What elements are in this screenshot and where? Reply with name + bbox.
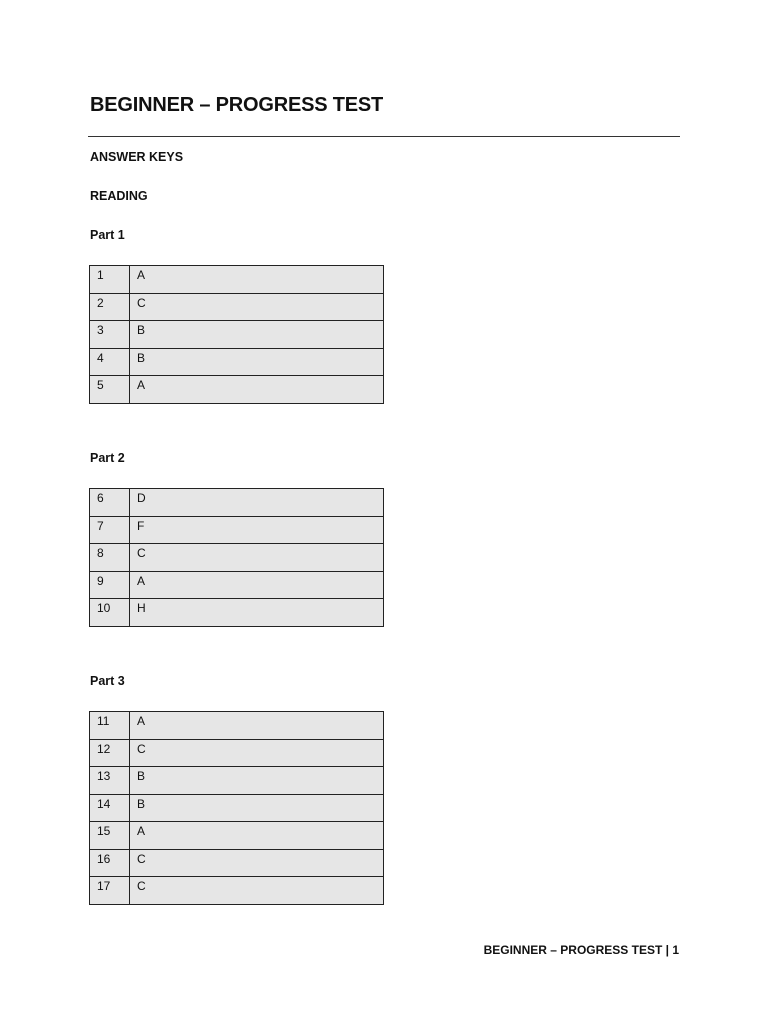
answer-cell: A — [130, 376, 384, 404]
page-title: BEGINNER – PROGRESS TEST — [90, 94, 384, 116]
table-row — [90, 544, 384, 572]
question-number: 14 — [90, 794, 130, 822]
question-number: 8 — [90, 544, 130, 572]
table-row — [90, 739, 384, 767]
table-row — [90, 293, 384, 321]
question-number: 15 — [90, 822, 130, 850]
page-footer: BEGINNER – PROGRESS TEST | 1 — [483, 943, 679, 957]
table-row — [90, 822, 384, 850]
table-row — [90, 599, 384, 627]
question-number: 7 — [90, 516, 130, 544]
question-number: 9 — [90, 571, 130, 599]
answer-cell: B — [130, 767, 384, 795]
question-number: 1 — [90, 266, 130, 294]
answer-cell: H — [130, 599, 384, 627]
answer-cell: B — [130, 794, 384, 822]
table-row — [90, 516, 384, 544]
table-row — [90, 321, 384, 349]
table-row — [90, 712, 384, 740]
table-row — [90, 877, 384, 905]
table-row — [90, 376, 384, 404]
part-3-heading: Part 3 — [90, 674, 125, 688]
question-number: 11 — [90, 712, 130, 740]
answer-cell: C — [130, 544, 384, 572]
part-2-heading: Part 2 — [90, 451, 125, 465]
part-1-heading: Part 1 — [90, 228, 125, 242]
answer-cell: A — [130, 266, 384, 294]
answer-cell: C — [130, 293, 384, 321]
answer-cell: F — [130, 516, 384, 544]
answer-cell: C — [130, 739, 384, 767]
question-number: 4 — [90, 348, 130, 376]
part-1-answer-table — [89, 265, 384, 404]
table-row — [90, 767, 384, 795]
answer-cell: A — [130, 822, 384, 850]
question-number: 13 — [90, 767, 130, 795]
table-row — [90, 571, 384, 599]
answer-cell: A — [130, 571, 384, 599]
table-row — [90, 849, 384, 877]
answer-cell: D — [130, 489, 384, 517]
answer-cell: B — [130, 348, 384, 376]
title-divider — [88, 136, 680, 137]
table-row — [90, 489, 384, 517]
part-2-answer-table — [89, 488, 384, 627]
question-number: 6 — [90, 489, 130, 517]
answer-cell: B — [130, 321, 384, 349]
answer-cell: C — [130, 877, 384, 905]
reading-heading: READING — [90, 189, 148, 203]
question-number: 5 — [90, 376, 130, 404]
answer-cell: C — [130, 849, 384, 877]
question-number: 2 — [90, 293, 130, 321]
part-3-answer-table — [89, 711, 384, 905]
question-number: 10 — [90, 599, 130, 627]
answer-cell: A — [130, 712, 384, 740]
table-row — [90, 266, 384, 294]
table-row — [90, 794, 384, 822]
question-number: 16 — [90, 849, 130, 877]
table-row — [90, 348, 384, 376]
answer-keys-heading: ANSWER KEYS — [90, 150, 184, 164]
question-number: 12 — [90, 739, 130, 767]
question-number: 3 — [90, 321, 130, 349]
question-number: 17 — [90, 877, 130, 905]
